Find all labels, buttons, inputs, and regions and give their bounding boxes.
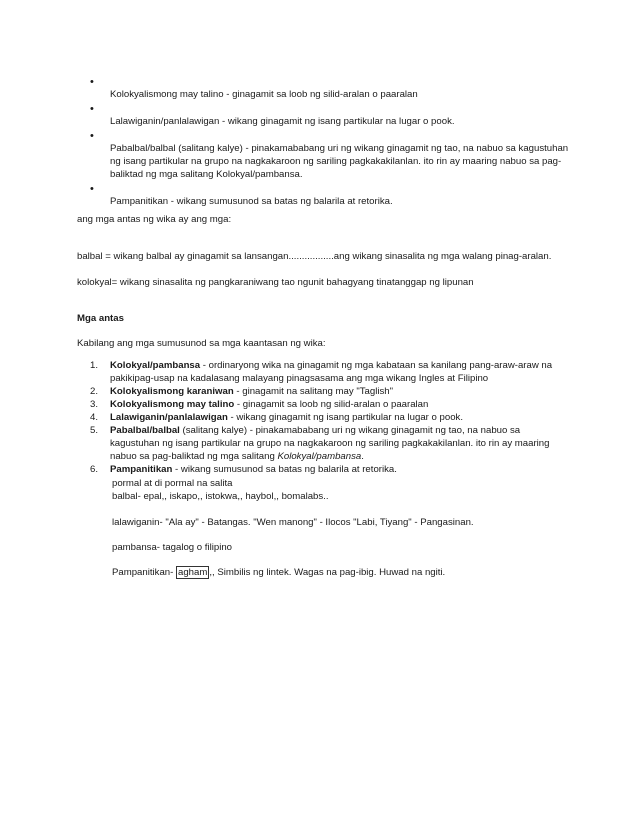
list-number: 4. [90,412,99,423]
list-number: 2. [90,386,99,397]
list-item [90,463,570,476]
list-item [90,359,570,385]
balbal-line: balbal = wikang balbal ay ginagamit sa lansangan.................ang wikang sinasalita ng mga walang pinag-aralan. [77,251,552,262]
term: Lalawiganin/panlalawigan [110,412,228,423]
term-description: - wikang ginagamit ng isang partikular na lugar o pook. [227,412,464,423]
list-item [90,411,570,424]
note-suffix: ,, Simbilis ng lintek. Wagas na pag-ibig. Huwad na ngiti. [209,567,446,578]
note-prefix: Pampanitikan- [112,567,176,578]
list-item [90,183,570,208]
note-pormal: pormal at di pormal na salita [112,478,233,489]
bullet-icon: • [90,103,94,115]
list-number: 3. [90,399,99,410]
bullet-text: Pampanitikan - wikang sumusunod sa batas ng balarila at retorika. [110,196,393,207]
term-description: - ordinaryong wika na ginagamit ng mga kabataan sa kanilang pang-araw-araw na pakikipag-usap na kadalasang malayang pinagsasama ang mga wikang Ingles at Filipino [110,360,553,384]
term-description: - ginagamit sa loob ng silid-aralan o paaralan [234,399,429,410]
bullet-text: Lalawiganin/panlalawigan - wikang ginagamit ng isang partikular na lugar o pook. [110,116,455,127]
term-description: (salitang kalye) - pinakamababang uri ng wikang ginagamit ng tao, na nabuo sa kagustuhan ng isang partikular na grupo na nagkakaroon ng sariling pagkakakilanlan. ito rin ay maaring nabuo sa pag-baliktad ng mga salitang [110,425,550,462]
term: Kolokyal/pambansa [110,360,201,371]
bullet-icon: • [90,76,94,88]
section-heading: Mga antas [77,313,124,324]
list-number: 1. [90,360,99,371]
section-intro: Kabilang ang mga sumusunod sa mga kaantasan ng wika: [77,338,326,349]
term-tail: . [361,451,364,462]
term-description: - wikang sumusunod sa batas ng balarila at retorika. [172,464,397,475]
list-item [90,424,570,463]
bullet-list [90,76,570,210]
bullet-icon: • [90,183,94,195]
italic-term: Kolokyal/pambansa [277,451,362,462]
list-item [90,385,570,398]
boxed-word: agham [178,567,208,578]
term: Kolokyalismong karaniwan [110,386,234,397]
note-pampanitikan [112,567,445,579]
term: Pabalbal/balbal [110,425,180,436]
term-description: - ginagamit na salitang may "Taglish" [233,386,394,397]
kolokyal-line: kolokyal= wikang sinasalita ng pangkaraniwang tao ngunit bahagyang tinatanggap ng lipunan [77,277,474,288]
note-balbal: balbal- epal,, iskapo,, istokwa,, haybol,, bomalabs.. [112,491,329,502]
list-item [90,130,570,181]
term: Pampanitikan [110,464,173,475]
note-pambansa: pambansa- tagalog o filipino [112,542,233,553]
note-lalawiganin: lalawiganin- "Ala ay" - Batangas. "Wen manong" - Ilocos "Labi, Tiyang" - Pangasinan. [112,517,474,528]
bullet-text: Kolokyalismong may talino - ginagamit sa loob ng silid-aralan o paaralan [110,89,418,100]
list-number: 6. [90,464,99,475]
numbered-list [90,359,570,476]
list-item [90,398,570,411]
list-number: 5. [90,425,99,436]
bullet-icon: • [90,130,94,142]
intro-line: ang mga antas ng wika ay ang mga: [77,214,232,225]
term: Kolokyalismong may talino [110,399,235,410]
list-item [90,103,570,128]
bullet-text: Pabalbal/balbal (salitang kalye) - pinakamababang uri ng wikang ginagamit ng tao, na nabuo sa kagustuhan ng isang partikular na grupo na nagkakaroon ng sariling pagkakakilanlan. ito rin ay maaring nabuo sa pag-baliktad ng mga salitang Kolokyal/pambansa. [110,143,569,180]
list-item [90,76,570,101]
